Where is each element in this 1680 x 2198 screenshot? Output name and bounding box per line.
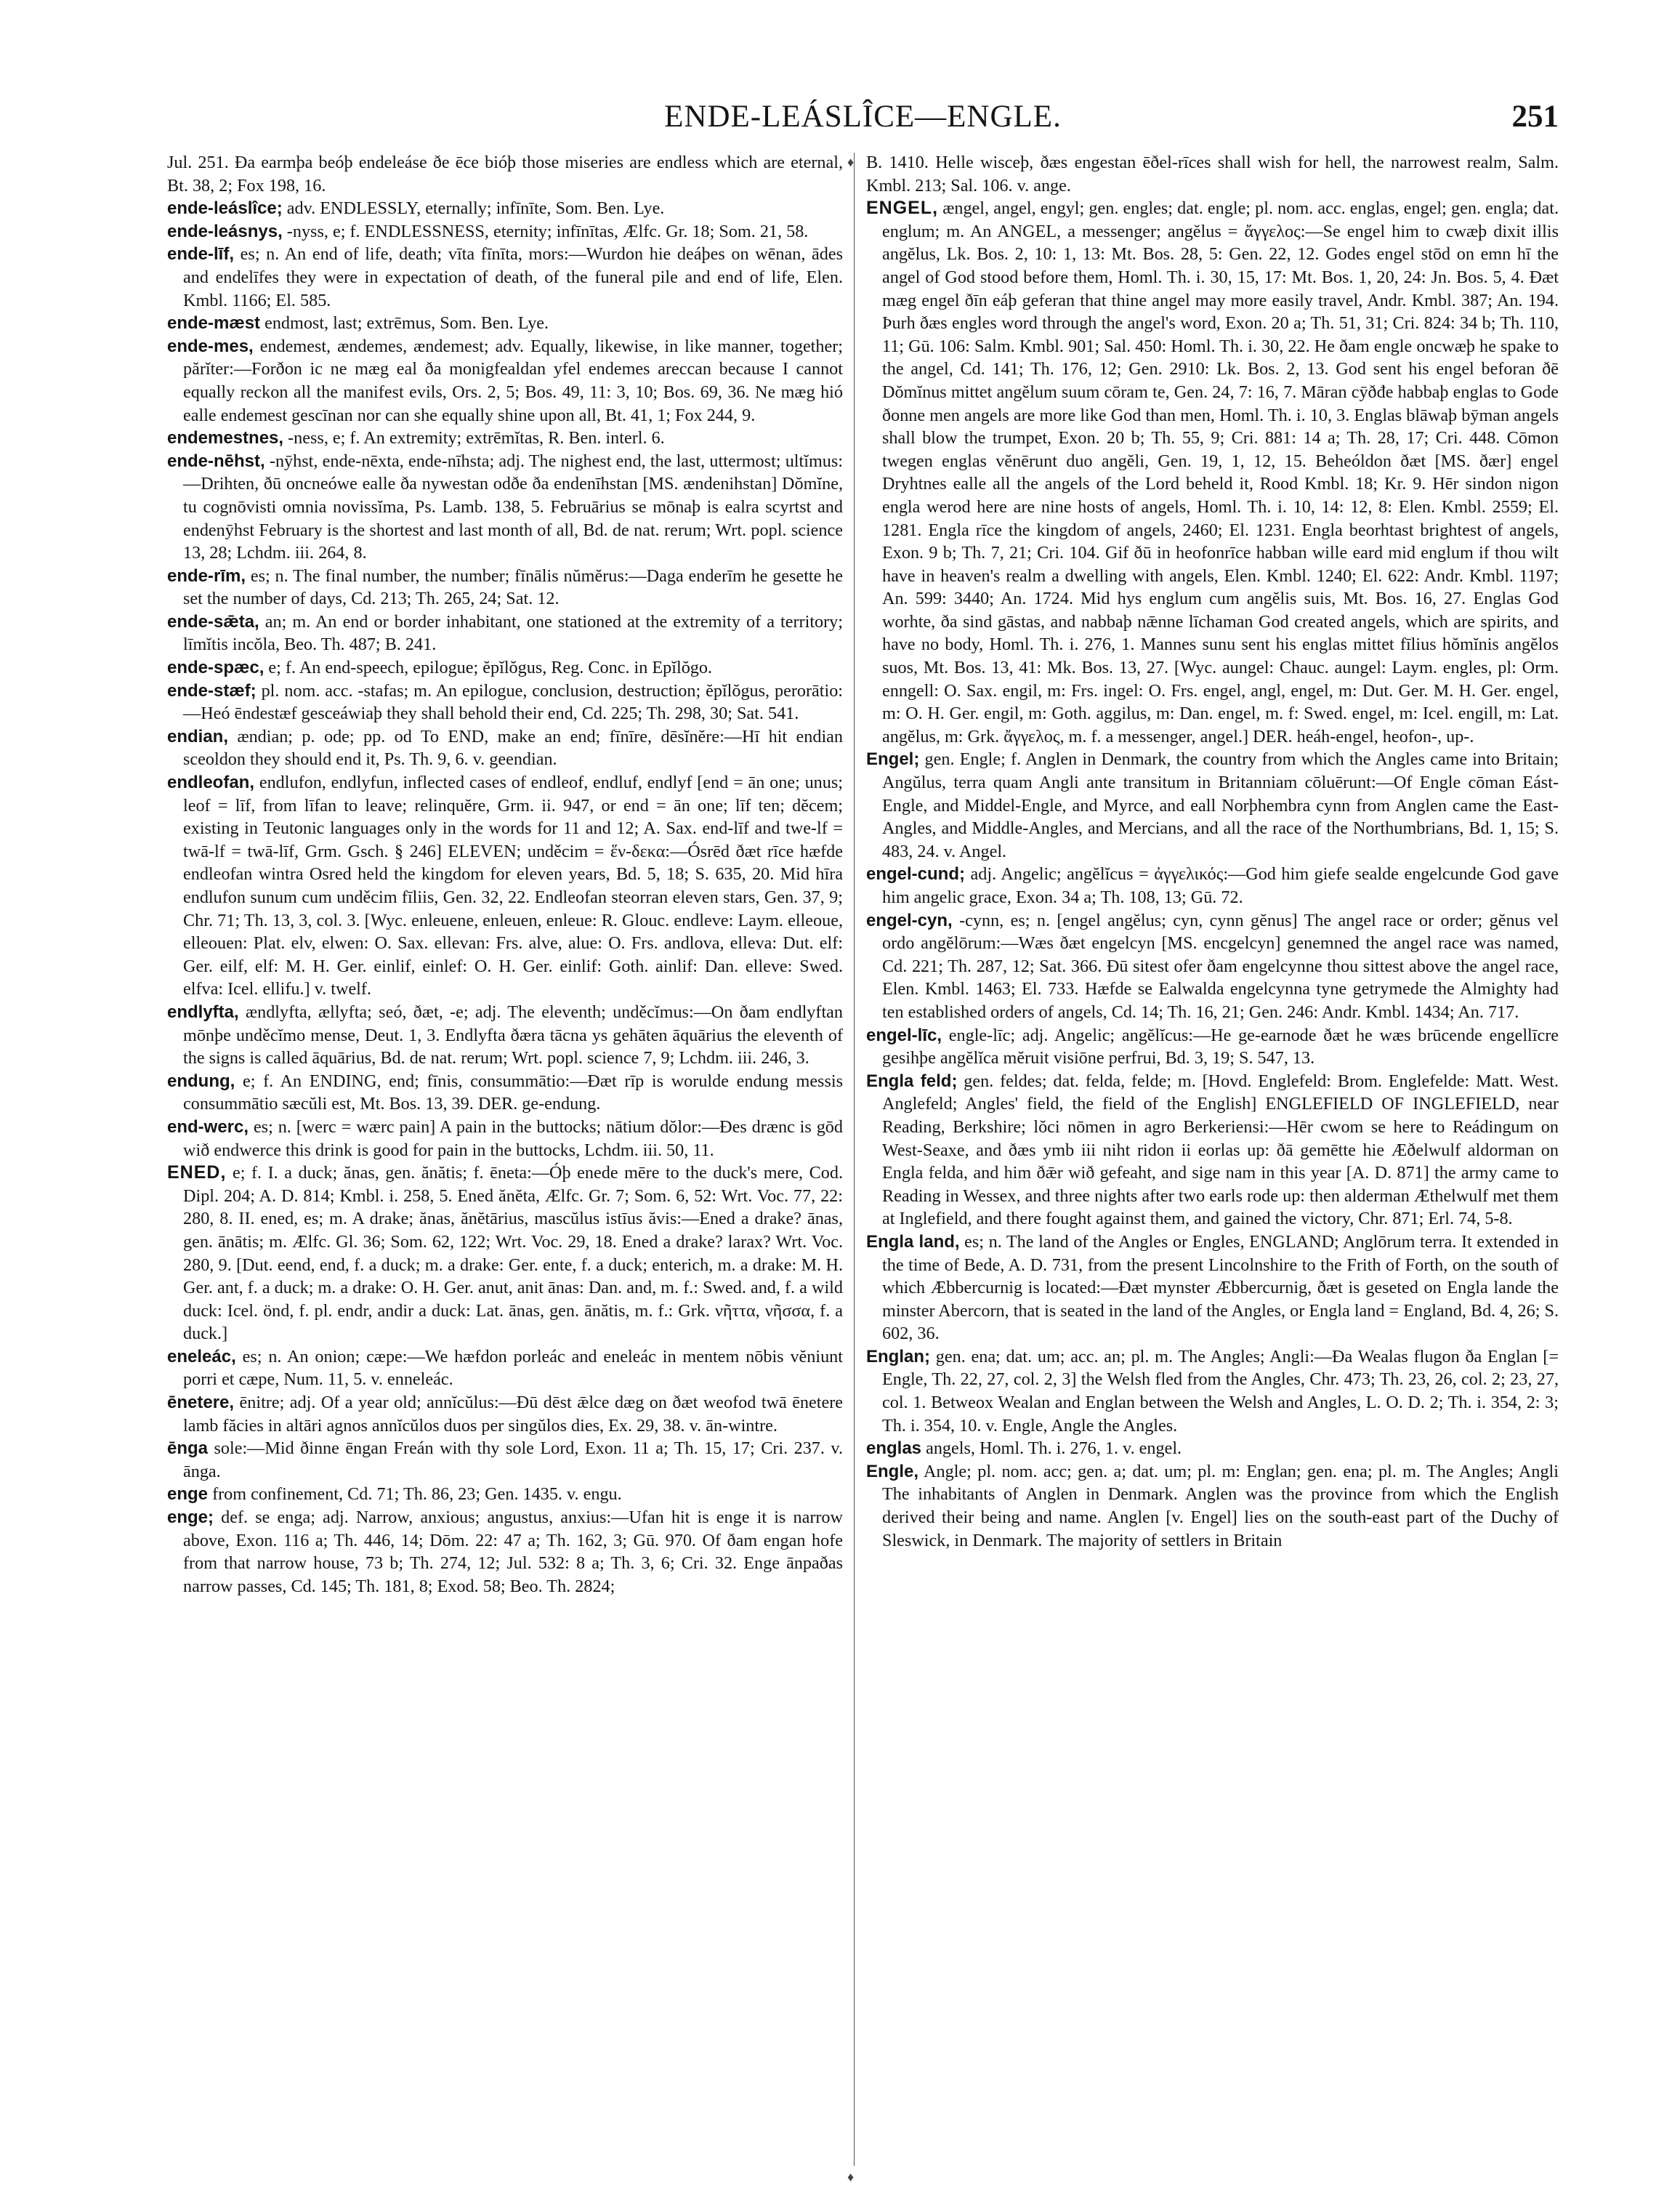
- entry-headword: engel-līc,: [866, 1025, 942, 1045]
- dictionary-entry: [167, 1483, 843, 1506]
- dictionary-entry: [167, 1162, 843, 1345]
- entry-headword: ende-sǣta,: [167, 611, 259, 632]
- column-divider: [854, 153, 855, 2166]
- dictionary-entry: [167, 1116, 843, 1162]
- dictionary-entry: [866, 748, 1559, 863]
- entry-text: es; n. An onion; cæpe:—We hæfdon porleác and eneleác in mentem nōbis vĕniunt porri et cæpe, Num. 11, 5. v. enneleác.: [183, 1346, 843, 1390]
- entry-headword: eneleác,: [167, 1346, 236, 1366]
- dictionary-entry: [866, 197, 1559, 748]
- entry-text: -ness, e; f. An extremity; extrēmĭtas, R. Ben. interl. 6.: [288, 428, 665, 448]
- entry-headword: ende-spæc,: [167, 658, 264, 678]
- entry-headword: ende-rīm,: [167, 565, 246, 586]
- right-column: [866, 151, 1559, 2165]
- entry-text: gen. Engle; f. Anglen in Denmark, the country from which the Angles came into Britain; Angŭlus, terra quam Angli ante transitum in Britanniam cōluērunt:—Of Engle cōman Eást-Engle, and Middel-Engle, and Myrce, and eall Norþhembra cynn from Anglen came the East-Angles, and Middle-Angles, and Mercians, and all the race of the Northumbrians, Bd. 1, 15; S. 483, 24. v. Angel.: [882, 749, 1559, 861]
- entry-text: e; f. An ENDING, end; fīnis, consummātio:—Ðæt rīp is worulde endung messis consummātio sæcŭli est, Mt. Bos. 13, 39. DER. ge-endung.: [183, 1071, 843, 1114]
- dictionary-entry: [866, 863, 1559, 909]
- entry-text: sole:—Mid ðinne ēngan Freán with thy sole Lord, Exon. 11 a; Th. 15, 17; Cri. 237. v. ānga.: [183, 1438, 843, 1481]
- entry-text: es; n. The land of the Angles or Engles, ENGLAND; Anglōrum terra. It extended in the time of Bede, A. D. 731, from the present Lincolnshire to the Frith of Forth, on the south of which Æbbercurnig is located:—Ðæt mynster Æbbercurnig, ðæt is geseted on Engla lande the minster Abercorn, that is seated in the land of the Angles, or Engla land = England, Bd. 4, 26; S. 602, 36.: [882, 1231, 1559, 1344]
- entry-text: from confinement, Cd. 71; Th. 86, 23; Gen. 1435. v. engu.: [212, 1484, 622, 1505]
- dictionary-entry: [866, 1345, 1559, 1437]
- entry-headword: ēnga: [167, 1438, 209, 1459]
- entry-text: es; n. [werc = wærc pain] A pain in the buttocks; nātium dŏlor:—Ðes drænc is gōd wið endwerce this drink is good for pain in the buttocks, Lchdm. iii. 50, 11.: [183, 1116, 843, 1160]
- entry-headword: ende-līf,: [167, 244, 235, 265]
- dictionary-entry: [167, 151, 843, 197]
- dictionary-entry: [866, 1231, 1559, 1345]
- dictionary-entry: [167, 771, 843, 1001]
- dictionary-entry: [866, 1070, 1559, 1231]
- entry-text: Jul. 251. Ða earmþa beóþ endeleáse ðe ēce bióþ those miseries are endless which are eternal, Bt. 38, 2; Fox 198, 16.: [167, 153, 843, 196]
- dictionary-entry: [167, 565, 843, 611]
- running-head: ENDE-LEÁSLÎCE—ENGLE.: [664, 100, 1062, 134]
- dictionary-entry: [167, 197, 843, 220]
- divider-ornament-icon: ♦: [847, 2170, 855, 2184]
- entry-text: endmost, last; extrēmus, Som. Ben. Lye.: [264, 313, 549, 334]
- entry-text: adv. ENDLESSLY, eternally; infīnīte, Som. Ben. Lye.: [286, 198, 665, 219]
- entry-headword: Engel;: [866, 749, 920, 770]
- dictionary-entry: [866, 1437, 1559, 1460]
- entry-headword: end-werc,: [167, 1116, 249, 1137]
- dictionary-entry: [167, 220, 843, 243]
- dictionary-entry: [866, 1024, 1559, 1070]
- entry-headword: enge: [167, 1484, 209, 1505]
- entry-text: pl. nom. acc. -stafas; m. An epilogue, conclusion, destruction; ĕpĭlŏgus, perorātio:—Heó ēndestæf gesceáwiaþ they shall behold their end, Cd. 225; Th. 298, 30; Sat. 541.: [183, 680, 843, 724]
- entry-headword: engel-cyn,: [866, 910, 953, 930]
- left-column: [167, 151, 843, 2165]
- entry-text: ændian; p. ode; pp. od To END, make an end; fīnīre, dēsĭnĕre:—Hī hit endian sceoldon they should end it, Ps. Th. 9, 6. v. geendian.: [183, 726, 843, 770]
- dictionary-entry: [167, 450, 843, 565]
- entry-text: ængel, angel, engyl; gen. engles; dat. engle; pl. nom. acc. englas, engel; gen. engla; dat. englum; m. An ANGEL, a messenger; angĕlus = ἄγγελος:—Se engel him to cwæþ dixit illis angĕlus, Lk. Bos. 2, 10: 1, 13: Mt. Bos. 28, 5: Gen. 22, 12. Godes engel stōd on emn hī the angel of God stood before them, Homl. Th. i. 30, 15, 17: Mt. Bos. 1, 20, 24: Jn. Bos. 5, 4. Ðæt mæg engel ðīn eáþ geferan that thine angel may more easily travel, Andr. Kmbl. 387; An. 194. Þurh ðæs engles word through the angel's word, Exon. 20 a; Th. 51, 31; Cri. 824: 34 b; Th. 110, 11; Gū. 106: Salm. Kmbl. 901; Sal. 450: Homl. Th. i. 30, 22. He ðam engle oncwæþ he spake to the angel, Cd. 141; Th. 176, 12; Gen. 2910: Lk. Bos. 2, 13. God sent his engel beforan ðē Dŏmĭnus mittet angĕlum suum cōram te, Gen. 24, 7: 16, 7. Māran cȳðđe habbaþ englas to Gode ðonne men angels are more like God than men, Homl. Th. i. 10, 3. Englas blāwaþ bȳman angels shall blow the trumpet, Exon. 20 b; Th. 55, 9; Cri. 881: 14 a; Th. 28, 17; Cri. 448. Cōmon twegen englas vĕnērunt duo angĕli, Gen. 19, 1, 12, 15. Beheóldon ðæt [MS. ðær] engel Dryhtnes ealle all the angels of the Lord beheld it, Rood Kmbl. 18; Kr. 9. Hēr sindon nigon engla werod here are nine hosts of angels, Homl. Th. i. 10, 14: 12, 8: Elen. Kmbl. 2559; El. 1281. Engla rīce the kingdom of angels, 2460; El. 1231. Engla beorhtast brightest of angels, Exon. 9 b; Th. 7, 21; Cri. 104. Gif ðū in heofonrīce habban wille eard mid englum if thou wilt have in heaven's realm a dwelling with angels, Elen. Kmbl. 1240; El. 622: Andr. Kmbl. 1197; An. 599: 3440; An. 1724. Mid hys englum cum angĕlis suis, Mt. Bos. 16, 27. Englas God worhte, ða sind gāstas, and nabbaþ nǣnne līchaman God created angels, which are spirits, and have no body, Homl. Th. i. 276, 1. Mannes sunu sent his englas mittet fīlius hŏmĭnis angĕlos suos, Mt. Bos. 13, 41: Mk. Bos. 13, 27. [Wyc. aungel: Chauc. aungel: Laym. engles, pl: Orm. enngell: O. Sax. engil, m: Frs. ingel: O. Frs. engel, angl, engel, m: Dut. Ger. M. H. Ger. engel, m: O. H. Ger. engil, m: Goth. aggilus, m: Dan. engel, m. f: Swed. engel, m: Icel. engill, m: Lat. angĕlus, m: Grk. ἄγγελος, m. f. a messenger, angel.] DER. heáh-engel, heofon-, up-.: [882, 198, 1559, 746]
- entry-headword: endian,: [167, 726, 229, 746]
- entry-text: es; n. An end of life, death; vīta fīnīta, mors:—Wurdon hie deáþes on wēnan, ādes and endelīfes they were in expectation of death, of the funeral pile and end of life, Elen. Kmbl. 1166; El. 585.: [183, 244, 843, 310]
- entry-text: es; n. The final number, the number; fīnālis nŭmĕrus:—Daga enderīm he gesette he set the number of days, Cd. 213; Th. 265, 24; Sat. 12.: [183, 565, 843, 609]
- entry-text: angels, Homl. Th. i. 276, 1. v. engel.: [926, 1438, 1182, 1459]
- entry-headword: Engle,: [866, 1461, 919, 1481]
- entry-headword: engel-cund;: [866, 864, 965, 885]
- entry-text: ændlyfta, ællyfta; seó, ðæt, -e; adj. The eleventh; unděcĭmus:—On ðam endlyftan mōnþe unděcĭmo mense, Deut. 1, 3. Endlyfta ðæra tācna ys gehāten āquārius the eleventh of the signs is called āquārius, Bd. de nat. rerum; Wrt. popl. science 7, 9; Lchdm. iii. 246, 3.: [183, 1002, 843, 1068]
- entry-headword: ende-mes,: [167, 336, 254, 356]
- dictionary-entry: [866, 151, 1559, 197]
- dictionary-entry: [167, 611, 843, 656]
- divider-ornament-icon: ♦: [847, 155, 855, 169]
- entry-text: -nyss, e; f. ENDLESSNESS, eternity; infīnītas, Ælfc. Gr. 18; Som. 21, 58.: [286, 221, 809, 241]
- entry-headword: Engla feld;: [866, 1071, 958, 1091]
- entry-text: engle-līc; adj. Angelic; angĕlĭcus:—He ge-earnode ðæt he wæs brūcende engellīcre gesihþe angĕlĭca mĕruit visiōne perfrui, Bd. 3, 19; S. 547, 13.: [882, 1025, 1559, 1068]
- entry-headword: ende-nēhst,: [167, 451, 265, 471]
- dictionary-entry: [167, 1391, 843, 1437]
- dictionary-entry: [167, 427, 843, 450]
- entry-text: endemest, ændemes, ændemest; adv. Equally, likewise, in like manner, together; părĭter:—Forðon ic ne mæg eal ða monigfealdan yfel endemes areccan because I cannot equally reckon all the manifest evils, Ors. 2, 5; Bos. 49, 11: 3, 10; Bos. 69, 36. Ne mæg hió ealle endemest gescīnan nor can she equally shine upon all, Bt. 41, 1; Fox 244, 9.: [183, 336, 843, 425]
- dictionary-entry: [167, 1437, 843, 1483]
- entry-text: -nȳhst, ende-nēxta, ende-nīhsta; adj. The nighest end, the last, uttermost; ultĭmus:—Drihten, ðū oncneówe ealle ða nywestan odðe ða endenīhstan [MS. ændenihstan] Dŏmĭne, tu cognōvisti omnia novissĭma, Ps. Lamb. 138, 5. Februārius se mōnaþ is ealra scyrtst and endenȳhst February is the shortest and last month of all, Bd. de nat. rerum; Wrt. popl. science 13, 28; Lchdm. iii. 264, 8.: [183, 451, 843, 563]
- entry-headword: ENED,: [167, 1162, 227, 1183]
- entry-headword: ende-leásnys,: [167, 221, 283, 241]
- dictionary-entry: [167, 1070, 843, 1116]
- entry-headword: enge;: [167, 1507, 214, 1528]
- page-number: 251: [1511, 100, 1559, 134]
- entry-text: ēnitre; adj. Of a year old; annĭcŭlus:—Ðū dēst ǣlce dæg on ðæt weofod twā ēnetere lamb făcies in altāri agnos annĭcŭlos duos per singŭlos dies, Ex. 29, 38. v. ān-wintre.: [183, 1393, 843, 1436]
- entry-text: an; m. An end or border inhabitant, one stationed at the extremity of a territory; līmĭtis incŏla, Beo. Th. 487; B. 241.: [183, 611, 843, 655]
- entry-headword: ende-mæst: [167, 313, 261, 334]
- dictionary-entry: [167, 656, 843, 680]
- entry-headword: Englan;: [866, 1346, 930, 1366]
- dictionary-entry: [167, 1001, 843, 1070]
- entry-text: adj. Angelic; angĕlĭcus = ἀγγελικός:—God him giefe sealde engelcunde God gave him angelic grace, Exon. 34 a; Th. 108, 13; Gū. 72.: [882, 864, 1559, 907]
- dictionary-entry: [167, 335, 843, 427]
- entry-headword: endemestnes,: [167, 428, 284, 448]
- entry-headword: ENGEL,: [866, 198, 939, 219]
- entry-text: B. 1410. Helle wisceþ, ðæs engestan ēðel-rīces shall wish for hell, the narrowest realm, Salm. Kmbl. 213; Sal. 106. v. ange.: [866, 153, 1559, 196]
- entry-text: endlufon, endlyfun, inflected cases of endleof, endluf, endlyf [end = ān one; unus; leof = līf, from līfan to leave; relinquĕre, Grm. ii. 947, or end = ān one; līf ten; dĕcem; existing in Teutonic languages only in the words for 11 and 12; A. Sax. end-līf and twe-lf = twā-lf = twā-līf, Grm. Gsch. § 246] ELEVEN; unděcim = ἕν-δεκα:—Ósrēd ðæt rīce hæfde endleofan wintra Osred held the kingdom for eleven years, Bd. 5, 18; S. 635, 20. Mid hīra endlufon sunum cum unděcim fīliis, Gen. 32, 22. Endleofan steorran eleven stars, Gen. 37, 9; Chr. 71; Th. 13, 3, col. 3. [Wyc. enleuene, enleuen, enleue: R. Glouc. endleve: Laym. elleoue, elleouen: Plat. elv, elwen: O. Sax. ellevan: Frs. alve, alue: O. Frs. andlova, elleva: Dut. elf: Ger. eilf, elf: M. H. Ger. einlif, einlef: O. H. Ger. einlif: Goth. ainlif: Dan. elleve: Swed. elfva: Icel. ellifu.] v. twelf.: [183, 773, 843, 999]
- entry-text: gen. ena; dat. um; acc. an; pl. m. The Angles; Angli:—Ða Wealas flugon ða Englan [= Engle, Th. 22, 27, col. 2, 3] the Welsh fled from the Angles, Chr. 473; Th. 23, 26, col. 2; 23, 27, col. 1. Betweox Wealan and Englan between the Welsh and Angles, L. O. D. 2; Th. i. 354, 2: 3; Th. i. 354, 10. v. Engle, Angle the Angles.: [882, 1346, 1559, 1436]
- dictionary-entry: [167, 243, 843, 312]
- dictionary-entry: [167, 312, 843, 335]
- entry-text: def. se enga; adj. Narrow, anxious; angustus, anxius:—Ufan hit is enge it is narrow above, Exon. 116 a; Th. 446, 14; Dōm. 22: 47 a; Th. 162, 3; Gū. 970. Of ðam engan hofe from that narrow house, 73 b; Th. 274, 12; Jul. 532: 8 a; Th. 3, 6; Cri. 32. Enge ānpaðas narrow passes, Cd. 145; Th. 181, 8; Exod. 58; Beo. Th. 2824;: [183, 1507, 843, 1596]
- entry-text: e; f. I. a duck; ănas, gen. ănătis; f. ēneta:—Óþ enede mēre to the duck's mere, Cod. Dipl. 204; A. D. 814; Kmbl. i. 258, 5. Ened ănĕta, Ælfc. Gr. 7; Som. 6, 52: Wrt. Voc. 77, 22: 280, 8. II. ened, es; m. A drake; ănas, ănĕtārius, mascŭlus istīus ăvis:—Ened a drake? ānas, gen. ānātis; m. Ælfc. Gl. 36; Som. 62, 122; Wrt. Voc. 29, 18. Ened a drake? larax? Wrt. Voc. 280, 9. [Dut. eend, end, f. a duck; m. a drake: Ger. ente, f. a duck; enterich, m. a drake: M. H. Ger. ant, f. a duck; m. a drake: O. H. Ger. anut, anit ānas: Dan. and, m. f.: Swed. and, f. a wild duck: Icel. önd, f. pl. endr, andir a duck: Lat. ānas, gen. ānătis, m. f.: Grk. νῆττα, νῆσσα, f. a duck.]: [183, 1163, 843, 1344]
- dictionary-entry: [167, 725, 843, 771]
- dictionary-entry: [167, 1345, 843, 1391]
- dictionary-entry: [167, 1506, 843, 1598]
- entry-headword: Engla land,: [866, 1231, 960, 1252]
- entry-text: e; f. An end-speech, epilogue; ĕpĭlŏgus, Reg. Conc. in Epĭlŏgo.: [268, 658, 713, 678]
- page-header: [167, 99, 1559, 142]
- entry-headword: endleofan,: [167, 773, 255, 793]
- entry-headword: englas: [866, 1438, 922, 1459]
- entry-headword: ende-leáslîce;: [167, 198, 283, 219]
- entry-text: -cynn, es; n. [engel angĕlus; cyn, cynn gĕnus] The angel race or order; gĕnus vel ordo angĕlōrum:—Wæs ðæt engelcyn [MS. encgelcyn] genemned the angel race was named, Cd. 221; Th. 287, 12; Sat. 366. Ðū sitest ofer ðam engelcynne thou sittest above the angel race, Elen. Kmbl. 1463; El. 733. Hæfde se Ealwalda engelcynna tyne getrymede the Almighty had ten established orders of angels, Cd. 14; Th. 16, 21; Gen. 246: Andr. Kmbl. 1434; An. 717.: [882, 910, 1559, 1022]
- dictionary-entry: [167, 680, 843, 725]
- entry-headword: endlyfta,: [167, 1002, 239, 1022]
- dictionary-entry: [866, 1460, 1559, 1552]
- entry-headword: ende-stæf;: [167, 680, 257, 701]
- entry-headword: ēnetere,: [167, 1393, 235, 1413]
- entry-text: gen. feldes; dat. felda, felde; m. [Hovd. Englefeld: Brom. Englefelde: Matt. West. Anglefeld; Angles' field, the field of the English] ENGLEFIELD OF INGLEFIELD, near Reading, Berkshire; lŏci nōmen in agro Berkeriensi:—Hēr cwom se here to Reádingum on West-Seaxe, and ðæs ymb iii niht ridon ii eorlas up: ðā gemētte hie Æðelwulf aldorman on Engla felda, and him ðǣr wið gefeaht, and sige nam in this year [A. D. 871] the army came to Reading in Wessex, and three nights after two earls rode up: then alderman Æthelwulf met them at Inglefield, and there fought against them, and gained the victory, Chr. 871; Erl. 74, 5-8.: [882, 1071, 1559, 1229]
- dictionary-entry: [866, 909, 1559, 1024]
- entry-text: Angle; pl. nom. acc; gen. a; dat. um; pl. m: Englan; gen. ena; pl. m. The Angles; Angli The inhabitants of Anglen in Denmark. Anglen was the province from which the English derived their being and name. Anglen [v. Engel] lies on the south-east part of the Duchy of Sleswick, in Denmark. The majority of settlers in Britain: [882, 1461, 1559, 1550]
- entry-headword: endung,: [167, 1071, 235, 1091]
